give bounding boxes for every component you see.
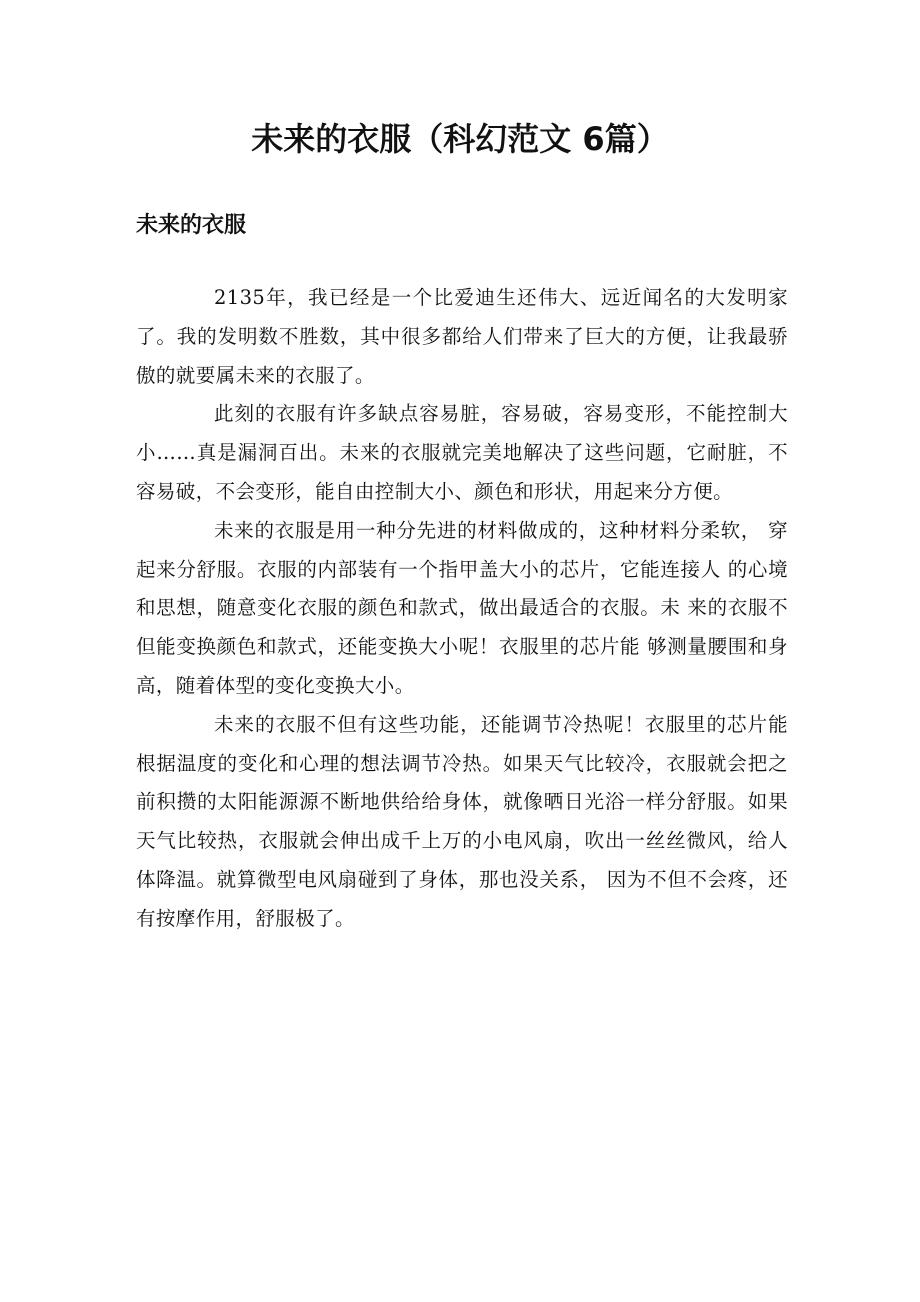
paragraph-3: 未来的衣服是用一种分先进的材料做成的，这种材料分柔软， 穿起来分舒服。衣服的内部装有一个指甲盖大小的芯片，它能连接人 的心境和思想，随意变化衣服的颜色和款式，做出最适合的衣服。未 来的衣服不但能变换颜色和款式，还能变换大小呢！衣服里的芯片能 够测量腰围和身高，随着体型的变化变换大小。 xyxy=(136,518,788,697)
paragraph-1: 2135年，我已经是一个比爱迪生还伟大、远近闻名的大发明家了。我的发明数不胜数，其中很多都给人们带来了巨大的方便，让我最骄傲的就要属未来的衣服了。 xyxy=(136,286,788,387)
section-heading: 未来的衣服 xyxy=(136,213,247,238)
document-title: 未来的衣服（科幻范文 6篇） xyxy=(251,120,669,158)
article-body xyxy=(136,279,788,939)
paragraph-2: 此刻的衣服有许多缺点容易脏，容易破，容易变形，不能控制大小……真是漏洞百出。未来的衣服就完美地解决了这些问题，它耐脏，不容易破，不会变形，能自由控制大小、颜色和形状，用起来分方便。 xyxy=(136,402,788,503)
paragraph-4: 未来的衣服不但有这些功能，还能调节冷热呢！衣服里的芯片能根据温度的变化和心理的想法调节冷热。如果天气比较冷，衣服就会把之前积攒的太阳能源源不断地供给给身体，就像晒日光浴一样分舒服。如果天气比较热，衣服就会伸出成千上万的小电风扇，吹出一丝丝微风，给人体降温。就算微型电风扇碰到了身体，那也没关系， 因为不但不会疼，还有按摩作用，舒服极了。 xyxy=(136,712,788,930)
